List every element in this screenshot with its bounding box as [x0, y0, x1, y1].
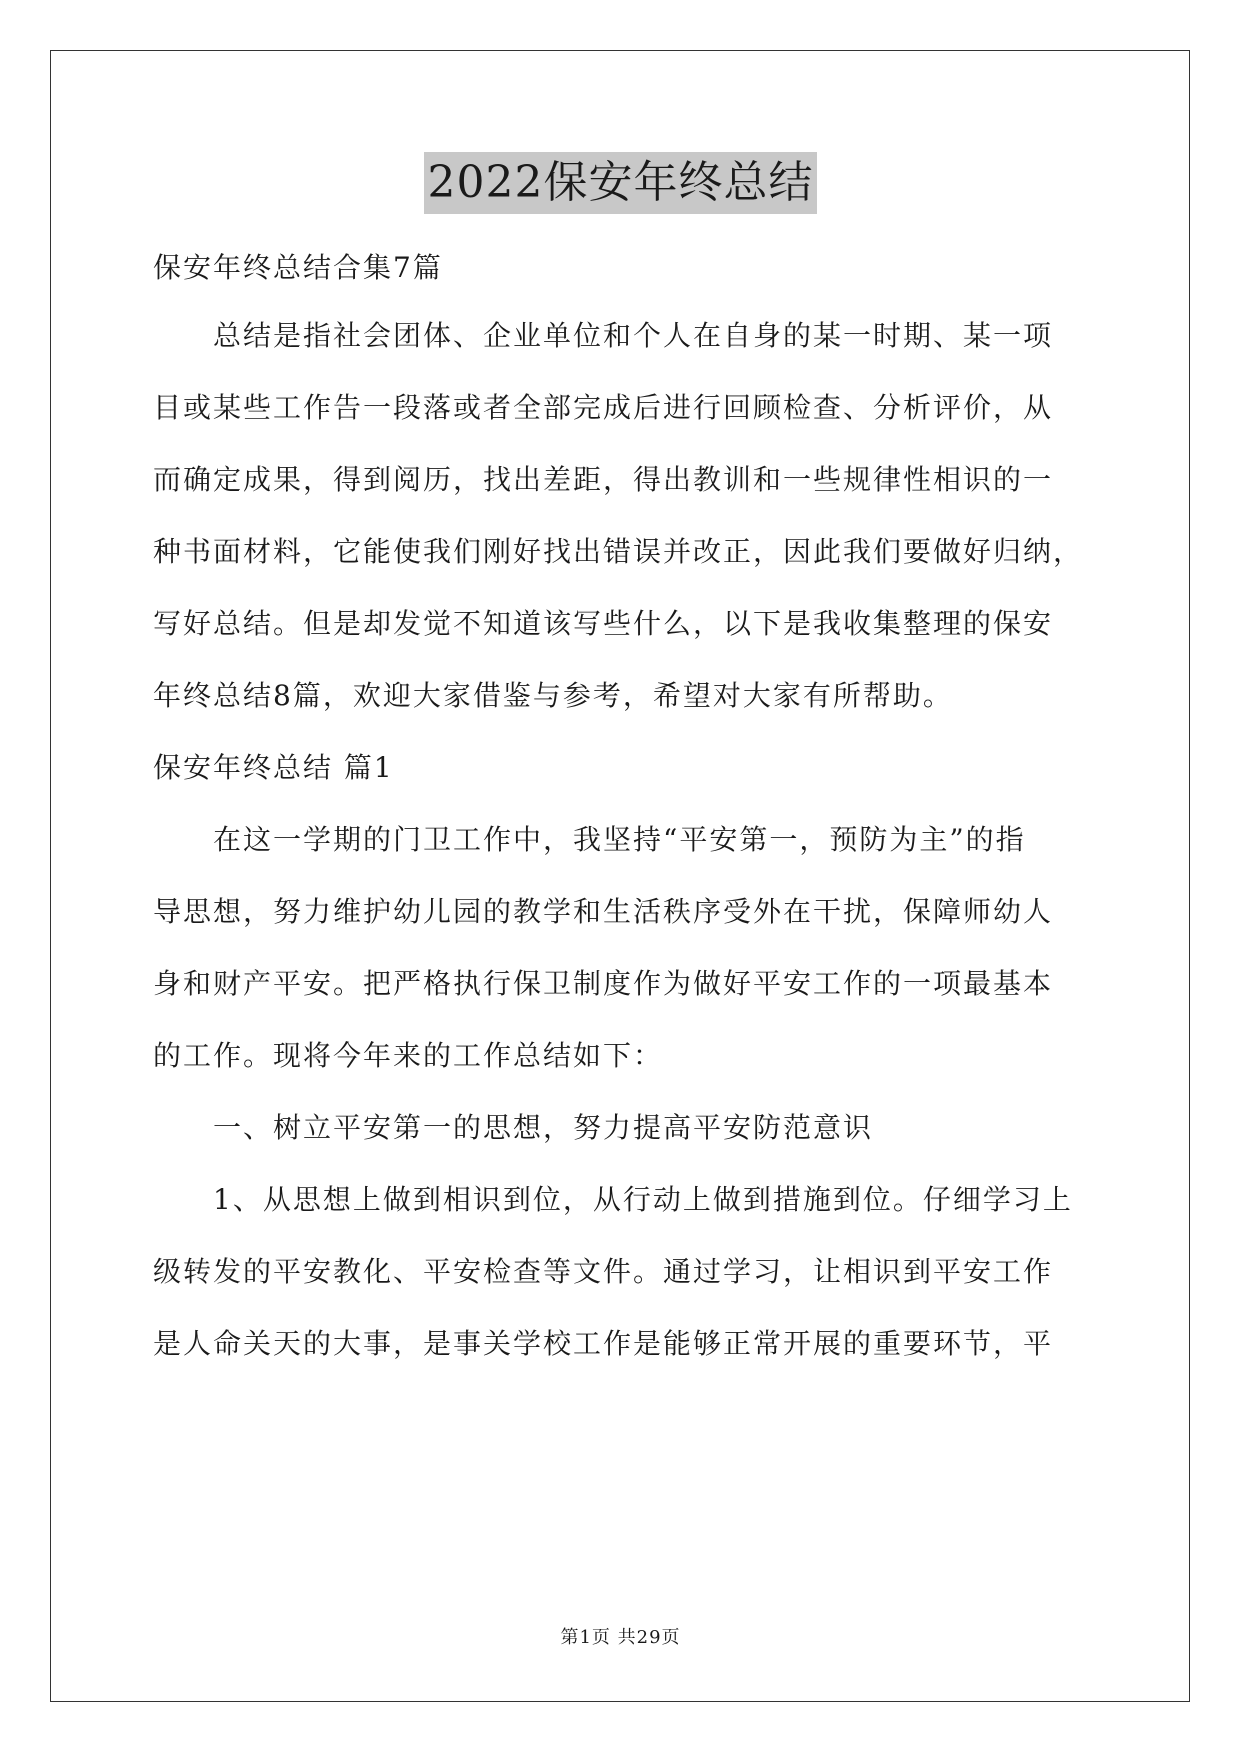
paragraph-line: 而确定成果，得到阅历，找出差距，得出教训和一些规律性相识的一	[153, 463, 1054, 496]
page-border	[50, 50, 1190, 1702]
paragraph-line: 的工作。现将今年来的工作总结如下：	[153, 1039, 664, 1072]
paragraph-line: 导思想，努力维护幼儿园的教学和生活秩序受外在干扰，保障师幼人	[153, 895, 1054, 928]
subsection-heading: 一、树立平安第一的思想，努力提高平安防范意识	[213, 1111, 874, 1144]
paragraph-line: 写好总结。但是却发觉不知道该写些什么，以下是我收集整理的保安	[153, 607, 1054, 640]
paragraph-line: 在这一学期的门卫工作中，我坚持“平安第一，预防为主”的指	[213, 823, 1026, 856]
paragraph-line: 年终总结8篇，欢迎大家借鉴与参考，希望对大家有所帮助。	[153, 679, 953, 712]
paragraph-line: 级转发的平安教化、平安检查等文件。通过学习，让相识到平安工作	[153, 1255, 1054, 1288]
title-container	[0, 152, 1241, 214]
paragraph-line: 1、从思想上做到相识到位，从行动上做到措施到位。仔细学习上	[213, 1183, 1073, 1216]
paragraph-line: 总结是指社会团体、企业单位和个人在自身的某一时期、某一项	[213, 319, 1054, 352]
section-heading: 保安年终总结 篇1	[153, 751, 394, 784]
paragraph-line: 种书面材料，它能使我们刚好找出错误并改正，因此我们要做好归纳，	[153, 535, 1084, 568]
paragraph-line: 是人命关天的大事，是事关学校工作是能够正常开展的重要环节，平	[153, 1327, 1054, 1360]
paragraph-line: 目或某些工作告一段落或者全部完成后进行回顾检查、分析评价，从	[153, 391, 1054, 424]
collection-heading: 保安年终总结合集7篇	[153, 251, 443, 284]
paragraph-line: 身和财产平安。把严格执行保卫制度作为做好平安工作的一项最基本	[153, 967, 1054, 1000]
page-footer: 第1页 共29页	[560, 1627, 681, 1648]
document-title: 2022保安年终总结	[424, 152, 818, 214]
